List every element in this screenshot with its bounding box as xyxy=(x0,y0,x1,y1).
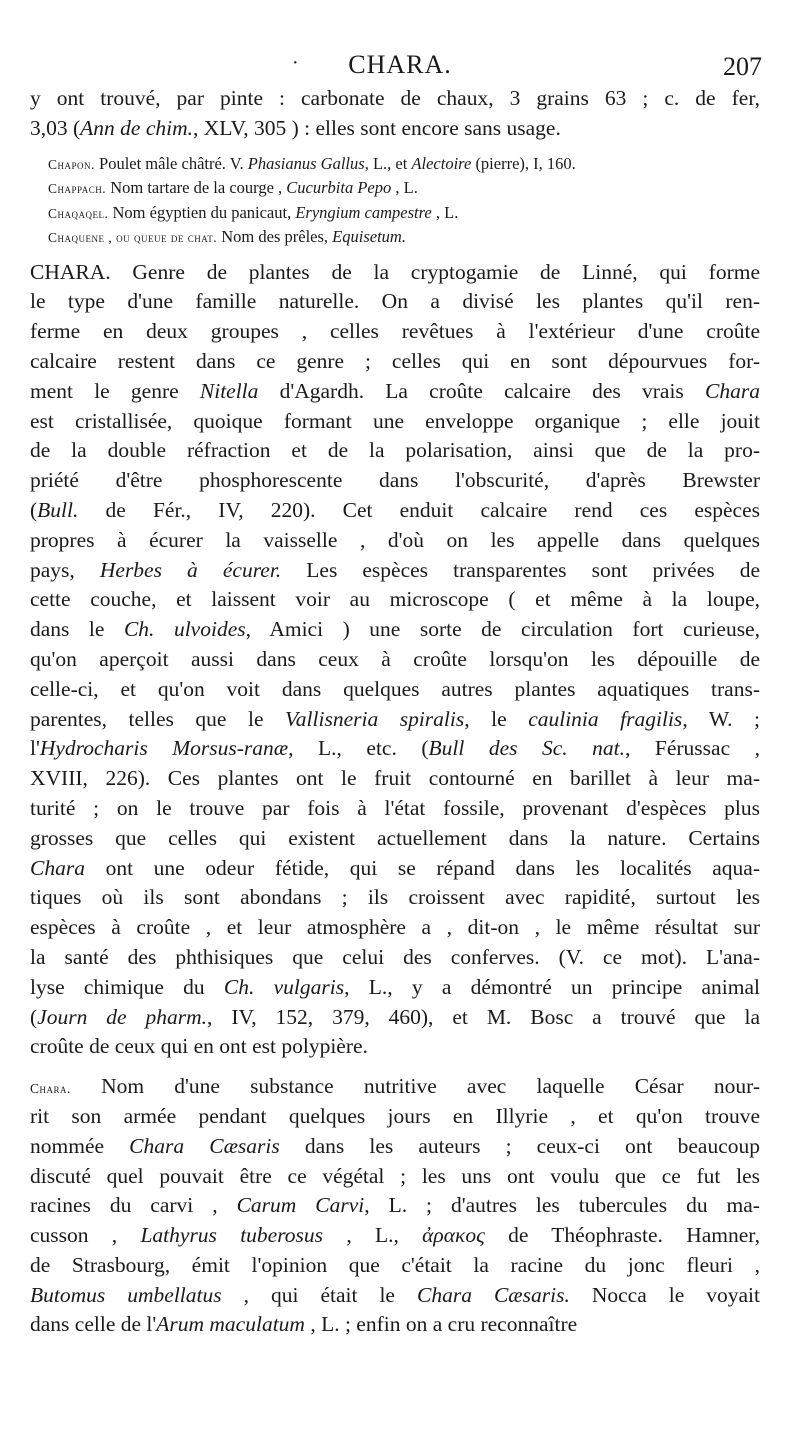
text-run: Phasianus Gallus xyxy=(247,153,365,173)
text-line xyxy=(30,1221,760,1251)
text-run: Chara xyxy=(705,378,760,403)
text-run: Hydrocharis Morsus-ranæ xyxy=(39,736,289,761)
intro-paragraph xyxy=(30,84,760,144)
text-run: Bull des Sc. nat. xyxy=(428,736,626,761)
text-line xyxy=(30,1162,760,1192)
text-run: Ch. vulgaris xyxy=(223,974,345,999)
text-run: cette couche, et laissent voir au microscope ( et même à la loupe, xyxy=(30,587,760,612)
text-run: Chara Cæsaris. xyxy=(416,1282,570,1307)
text-line xyxy=(30,1310,760,1340)
text-line xyxy=(30,1032,760,1062)
text-run: ont une odeur fétide, qui se répand dans les localités aqua- xyxy=(84,855,760,880)
short-entry xyxy=(30,201,760,226)
text-run: Nocca le voyait xyxy=(569,1282,760,1307)
running-title: CHARA. xyxy=(348,50,452,79)
text-run: XVIII, 226). Ces plantes ont le fruit contourné en barillet à leur ma- xyxy=(30,766,760,791)
text-run: tiques où ils sont abondans ; ils croissent avec rapidité, surtout les xyxy=(30,885,760,910)
text-run: est cristallisée, quoique formant une enveloppe organique ; elle jouit xyxy=(30,408,760,433)
text-run: , W. ; xyxy=(682,706,760,731)
short-entry xyxy=(30,225,760,250)
article-chara-caesaris xyxy=(30,1072,760,1340)
text-run: 3,03 ( xyxy=(30,115,81,140)
text-line xyxy=(30,466,760,496)
text-run: Chara. xyxy=(30,1081,71,1097)
text-run: Ann de chim. xyxy=(80,115,194,140)
text-line xyxy=(30,1072,760,1102)
text-run: Vallisneria spiralis xyxy=(285,706,465,731)
text-run: le type d'une famille naturelle. On a divisé les plantes qu'il ren- xyxy=(30,289,760,314)
text-line xyxy=(30,883,760,913)
text-run: grosses que celles qui existent actuellement dans la nature. Certains xyxy=(30,825,760,850)
text-run: , qui était le xyxy=(221,1282,417,1307)
text-run: discuté quel pouvait être ce végétal ; les uns ont voulu que ce fut les xyxy=(30,1163,760,1188)
text-run: Nom tartare de la courge , xyxy=(106,178,287,198)
page-body xyxy=(30,84,760,1340)
text-run: , XLV, 305 ) : elles sont encore sans usage. xyxy=(193,115,561,140)
text-run: , le xyxy=(464,706,529,731)
text-run: ment le genre xyxy=(30,378,200,403)
text-run: de Théophraste. Hamner, xyxy=(484,1223,760,1248)
header-dot: · xyxy=(292,52,299,74)
text-run: Nitella xyxy=(199,378,259,403)
text-run: Les espèces transparentes sont privées de xyxy=(281,557,760,582)
text-line xyxy=(30,407,760,437)
short-entry xyxy=(30,152,760,177)
text-line xyxy=(30,973,760,1003)
short-entries xyxy=(30,152,760,250)
text-run: Alectoire xyxy=(411,153,472,173)
text-line xyxy=(30,1281,760,1311)
text-run: dans celle de l' xyxy=(30,1312,157,1337)
text-run: Eryngium campestre xyxy=(295,202,432,222)
entry-headword: Chaquene , ou queue de chat. xyxy=(48,230,218,246)
text-run: dans les auteurs ; ceux-ci ont beaucoup xyxy=(279,1133,760,1158)
text-run: parentes, telles que le xyxy=(30,706,286,731)
text-line xyxy=(30,1102,760,1132)
page-number: 207 xyxy=(723,52,762,81)
text-run: ( xyxy=(30,1004,38,1029)
text-run: d'Agardh. La croûte calcaire des vrais xyxy=(258,378,706,403)
text-line xyxy=(30,114,760,144)
text-run: , L. ; enfin on a cru reconnaître xyxy=(304,1312,578,1337)
text-run: la santé des phthisiques que celui des conferves. (V. ce mot). L'ana- xyxy=(30,944,760,969)
text-run: , L. xyxy=(391,178,418,198)
text-run: (pierre), I, 160. xyxy=(471,153,576,173)
text-line xyxy=(30,1003,760,1033)
text-line xyxy=(30,1251,760,1281)
text-run: Carum Carvi xyxy=(236,1193,365,1218)
text-run: propres à écurer la vaisselle , d'où on les appelle dans quelques xyxy=(30,527,760,552)
text-run: y ont trouvé, par pinte : carbonate de chaux, 3 grains 63 ; c. de fer, xyxy=(30,86,760,110)
text-run: ferme en deux groupes , celles revêtues à l'extérieur d'une croûte xyxy=(30,319,760,344)
text-run: , Férussac , xyxy=(625,736,760,761)
text-run: calcaire restent dans ce genre ; celles qui en sont dépourvues for- xyxy=(30,348,760,373)
text-run: racines du carvi , xyxy=(30,1193,237,1218)
text-line xyxy=(30,556,760,586)
text-run: , L., xyxy=(323,1223,423,1248)
text-run: , L., et xyxy=(364,153,412,173)
text-run: Ch. ulvoides xyxy=(123,617,246,642)
text-line xyxy=(30,615,760,645)
text-run: Journ de pharm. xyxy=(37,1004,208,1029)
text-run: , L., y a démontré un principe animal xyxy=(344,974,760,999)
text-line xyxy=(30,347,760,377)
text-run: dans le xyxy=(30,617,124,642)
text-run: lyse chimique du xyxy=(30,974,224,999)
text-line xyxy=(30,794,760,824)
text-run: Arum maculatum xyxy=(156,1312,305,1337)
text-line xyxy=(30,1191,760,1221)
text-run: de Fér., IV, 220). Cet enduit calcaire rend ces espèces xyxy=(78,497,760,522)
text-run: , IV, 152, 379, 460), et M. Bosc a trouvé que la xyxy=(207,1004,760,1029)
text-run: Bull. xyxy=(37,497,79,522)
entry-headword: Chappach. xyxy=(48,181,107,197)
text-run: celle-ci, et qu'on voit dans quelques autres plantes aquatiques trans- xyxy=(30,676,760,701)
text-line xyxy=(30,734,760,764)
text-run: l' xyxy=(30,736,40,761)
text-run: croûte de ceux qui en ont est polypière. xyxy=(30,1034,368,1059)
text-run: Nom égyptien du panicaut, xyxy=(108,202,296,222)
text-run: Nom d'une substance nutritive avec laquelle César nour- xyxy=(70,1074,760,1099)
running-header xyxy=(30,50,770,84)
text-line xyxy=(30,645,760,675)
text-run: caulinia fragilis xyxy=(528,706,683,731)
entry-headword: Chaqaqel. xyxy=(48,205,109,221)
text-run: Butomus umbellatus xyxy=(30,1282,222,1307)
text-line xyxy=(30,84,760,114)
text-line xyxy=(30,287,760,317)
text-run: espèces à croûte , et leur atmosphère a , dit-on , le même résultat sur xyxy=(30,915,760,940)
text-line xyxy=(30,1132,760,1162)
text-run: , L. ; d'autres les tubercules du ma- xyxy=(364,1193,760,1218)
text-line xyxy=(30,943,760,973)
text-run: CHARA. Genre de plantes de la cryptogamie de Linné, qui forme xyxy=(30,259,760,284)
text-run: Nom des prêles, xyxy=(217,227,333,247)
text-run: Lathyrus tuberosus xyxy=(140,1223,324,1248)
article-chara-genus xyxy=(30,258,760,1063)
text-line xyxy=(30,526,760,556)
text-run: priété d'être phosphorescente dans l'obscurité, d'après Brewster xyxy=(30,468,760,493)
text-line xyxy=(30,764,760,794)
text-run: Chara xyxy=(30,855,85,880)
text-line xyxy=(30,913,760,943)
entry-headword: Chapon. xyxy=(48,156,95,172)
text-run: turité ; on le trouve par fois à l'état fossile, provenant d'espèces plus xyxy=(30,795,760,820)
text-run: Cucurbita Pepo xyxy=(286,178,392,198)
text-run: , L. xyxy=(431,202,459,222)
short-entry xyxy=(30,176,760,201)
text-run: Herbes à écurer. xyxy=(99,557,282,582)
text-line xyxy=(30,675,760,705)
text-run: cusson , xyxy=(30,1223,141,1248)
text-run: Poulet mâle châtré. V. xyxy=(94,153,248,173)
text-run: pays, xyxy=(30,557,100,582)
text-run: , L., etc. ( xyxy=(288,736,429,761)
text-run: nommée xyxy=(30,1133,130,1158)
text-line xyxy=(30,585,760,615)
text-run: de la double réfraction et de la polarisation, ainsi que de la pro- xyxy=(30,438,760,463)
text-run: rit son armée pendant quelques jours en Illyrie , et qu'on trouve xyxy=(30,1103,760,1128)
text-run: de Strasbourg, émit l'opinion que c'était la racine du jonc fleuri , xyxy=(30,1252,760,1277)
text-run: Chara Cæsaris xyxy=(129,1133,280,1158)
text-line xyxy=(30,317,760,347)
text-line xyxy=(30,854,760,884)
text-line xyxy=(30,705,760,735)
text-line xyxy=(30,436,760,466)
text-line xyxy=(30,258,760,288)
text-line xyxy=(30,824,760,854)
text-run: ἀρακος xyxy=(422,1223,485,1248)
text-run: qu'on aperçoit aussi dans ceux à croûte lorsqu'on les dépouille de xyxy=(30,646,760,671)
text-line xyxy=(30,377,760,407)
text-run: ( xyxy=(30,497,38,522)
text-run: , Amici ) une sorte de circulation fort curieuse, xyxy=(245,617,760,642)
text-line xyxy=(30,496,760,526)
text-run: Equisetum. xyxy=(332,227,406,247)
